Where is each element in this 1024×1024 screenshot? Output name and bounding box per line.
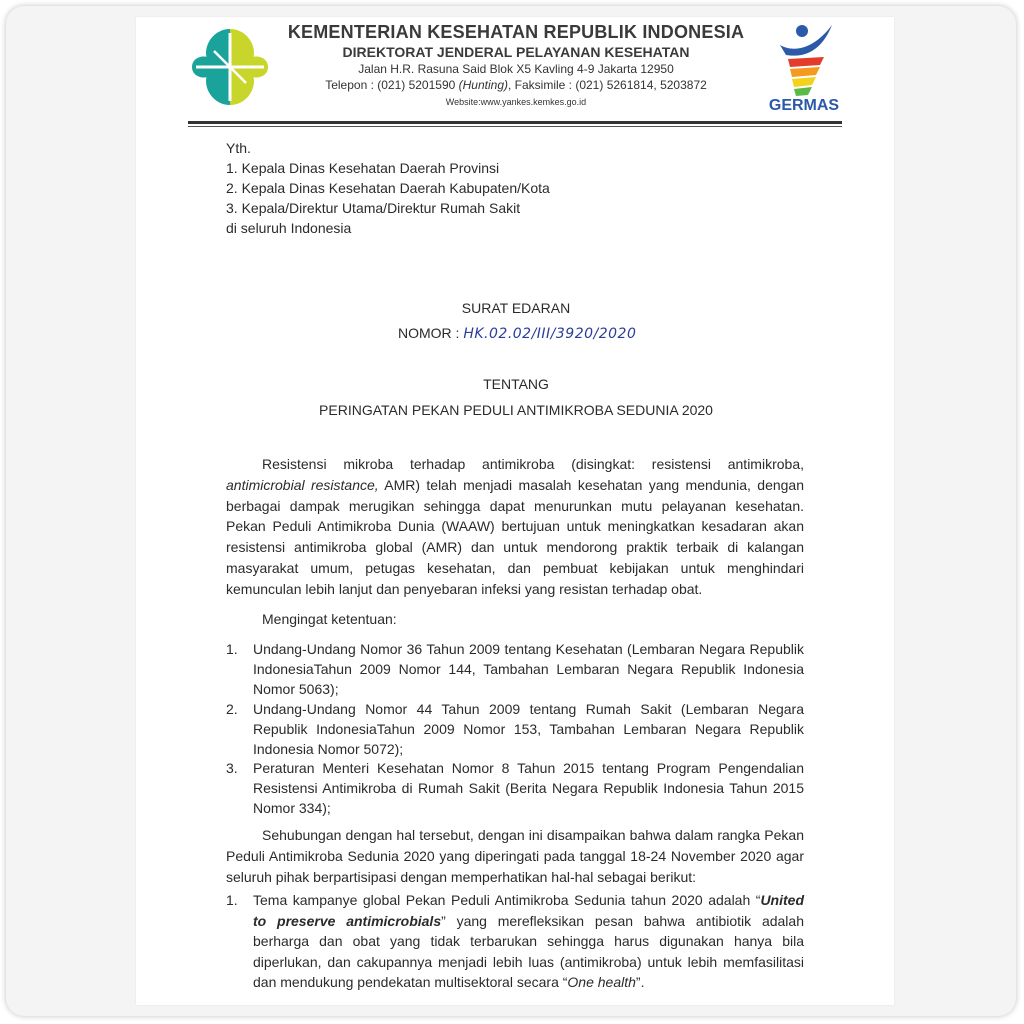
sehubungan-paragraph: Sehubungan dengan hal tersebut, dengan ini disampaikan bahwa dalam rangka Pekan Peduli Antimikroba Sedunia 2020 yang diperingati pada tanggal 18-24 November 2020 agar seluruh pihak berpartisipasi dengan memperhatikan hal-hal sebagai berikut: [226, 827, 804, 885]
intro-paragraph [226, 454, 804, 600]
regulation-number: 3. [226, 760, 238, 776]
letter-number [398, 325, 636, 342]
regulation-item [226, 758, 804, 818]
contact-line [276, 77, 756, 94]
website: Website:www.yankes.kemkes.go.id [445, 97, 587, 107]
germas-logo-icon [766, 19, 842, 99]
regulation-text: Undang-Undang Nomor 36 Tahun 2009 tentang Kesehatan (Lembaran Negara Republik IndonesiaTahun 2009 Nomor 144, Tambahan Lembaran Negara Republik Indonesia Nomor 5063); [253, 641, 804, 697]
office-address: Jalan H.R. Rasuna Said Blok X5 Kavling 4-9 Jakarta 12950 [358, 62, 674, 76]
regulation-number: 1. [226, 641, 238, 657]
intro-text-a: Resistensi mikroba terhadap antimikroba (disingkat: resistensi antimikroba, [262, 456, 804, 472]
number-label: NOMOR : [398, 325, 464, 341]
point-item [226, 890, 804, 993]
point-text-b: ” yang merefleksikan pesan bahwa antibiotik adalah berharga dan obat yang tidak terbarukan sehingga harus digunakan hanya bila diperlukan, dan cakupannya menjadi lebih luas (antimikroba) untuk lebih memfasilitasi dan mendukung pendekatan multisektoral secara “ [253, 912, 804, 990]
regulation-text: Peraturan Menteri Kesehatan Nomor 8 Tahun 2015 tentang Program Pengendalian Resistensi Antimikroba di Rumah Sakit (Berita Negara Republik Indonesia Tahun 2015 Nomor 334); [253, 760, 804, 816]
point-text-a: Tema kampanye global Pekan Peduli Antimikroba Sedunia tahun 2020 adalah “ [253, 892, 761, 908]
intro-italic: antimicrobial resistance, [226, 476, 379, 493]
about-label: TENTANG [483, 376, 549, 392]
point-text-c: ”. [635, 974, 645, 990]
letter-page [136, 17, 894, 1005]
recipient-closing: di seluruh Indonesia [226, 220, 352, 236]
kemenkes-logo-icon [186, 23, 274, 111]
header-rule-thin [188, 126, 842, 127]
letter-type: SURAT EDARAN [461, 300, 571, 316]
recipient-2: 2. Kepala Dinas Kesehatan Daerah Kabupaten/Kota [226, 180, 550, 196]
intro-text-b: AMR) telah menjadi masalah kesehatan yang mendunia, dengan berbagai dampak merugikan sehingga dapat menurunkan mutu pelayanan kesehatan. Pekan Peduli Antimikroba Dunia (WAAW) bertujuan untuk meningkatkan kesadaran akan resistensi antimikroba global (AMR) dan untuk mendorong praktik terbaik di kalangan masyarakat umum, petugas kesehatan, dan pembuat kebijakan untuk menghindari kemunculan lebih lanjut dan penyebaran infeksi yang resistan terhadap obat. [226, 476, 804, 597]
regulation-item [226, 699, 804, 759]
header-rule [188, 121, 842, 124]
ministry-name: KEMENTERIAN KESEHATAN REPUBLIK INDONESIA [287, 22, 745, 42]
mengingat-label: Mengingat ketentuan: [262, 611, 397, 627]
handwritten-number: HK.02.02/III/3920/2020 [463, 326, 637, 342]
phone-hunting: (Hunting) [458, 78, 508, 92]
letter-subject: PERINGATAN PEKAN PEDULI ANTIMIKROBA SEDUNIA 2020 [319, 402, 713, 418]
recipient-3: 3. Kepala/Direktur Utama/Direktur Rumah Sakit [226, 200, 521, 216]
directorate-name: DIREKTORAT JENDERAL PELAYANAN KESEHATAN [342, 44, 690, 60]
fax-text: , Faksimile : (021) 5261814, 5203872 [508, 78, 707, 92]
salutation: Yth. [226, 140, 251, 156]
regulation-number: 2. [226, 701, 238, 717]
letterhead [276, 21, 756, 110]
recipient-1: 1. Kepala Dinas Kesehatan Daerah Provinsi [226, 160, 500, 176]
point-text [253, 890, 804, 993]
point-number: 1. [226, 892, 238, 908]
phone-text: Telepon : (021) 5201590 [325, 78, 459, 92]
regulation-item [226, 639, 804, 699]
one-health-term: One health [567, 974, 636, 990]
campaign-theme: United to preserve antimicrobials [253, 892, 804, 929]
regulation-text: Undang-Undang Nomor 44 Tahun 2009 tentang Rumah Sakit (Lembaran Negara Republik IndonesiaTahun 2009 Nomor 153, Tambahan Lembaran Negara Republik Indonesia Nomor 5072); [253, 701, 804, 757]
germas-label: GERMAS [768, 97, 840, 114]
